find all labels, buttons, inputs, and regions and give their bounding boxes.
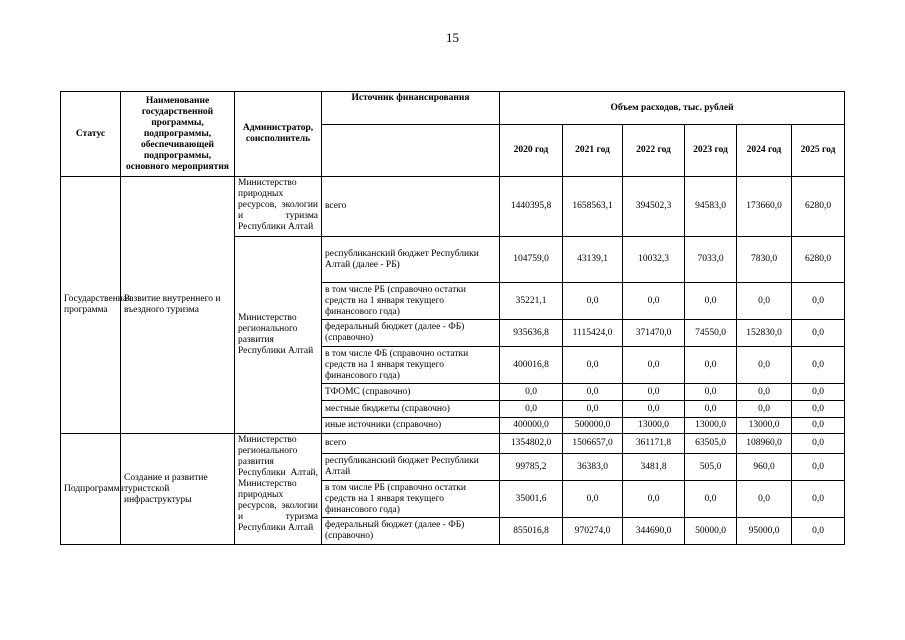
value-cell: 0,0 xyxy=(563,347,623,384)
value-cell: 0,0 xyxy=(685,401,737,418)
value-cell: 104759,0 xyxy=(500,237,563,283)
source-cell: в том числе ФБ (справочно остатки средств на 1 января текущего финансового года) xyxy=(322,347,500,384)
value-cell: 43139,1 xyxy=(563,237,623,283)
value-cell: 394502,3 xyxy=(623,177,685,237)
value-cell: 0,0 xyxy=(792,454,845,481)
value-cell: 0,0 xyxy=(792,434,845,454)
value-cell: 855016,8 xyxy=(500,518,563,545)
source-cell: республиканский бюджет Республики Алтай (далее - РБ) xyxy=(322,237,500,283)
source-cell: иные источники (справочно) xyxy=(322,418,500,434)
block2-status: Подпрограмма xyxy=(61,434,121,545)
value-cell: 99785,2 xyxy=(500,454,563,481)
value-cell: 0,0 xyxy=(792,518,845,545)
value-cell: 0,0 xyxy=(563,384,623,401)
block2-name: Создание и развитие туристской инфраструктуры xyxy=(121,434,235,545)
value-cell: 108960,0 xyxy=(737,434,792,454)
header-status: Статус xyxy=(61,92,121,177)
block1-admin2: Министерство регионального развития Республики Алтай xyxy=(235,237,322,434)
value-cell: 0,0 xyxy=(500,384,563,401)
header-volume: Объем расходов, тыс. рублей xyxy=(500,92,845,125)
value-cell: 7830,0 xyxy=(737,237,792,283)
value-cell: 400000,0 xyxy=(500,418,563,434)
value-cell: 63505,0 xyxy=(685,434,737,454)
value-cell: 0,0 xyxy=(685,384,737,401)
source-cell: федеральный бюджет (далее - ФБ) (справочно) xyxy=(322,518,500,545)
value-cell: 10032,3 xyxy=(623,237,685,283)
value-cell: 0,0 xyxy=(623,401,685,418)
header-year: 2021 год xyxy=(563,125,623,177)
source-cell: ТФОМС (справочно) xyxy=(322,384,500,401)
source-cell: республиканский бюджет Республики Алтай xyxy=(322,454,500,481)
value-cell: 3481,8 xyxy=(623,454,685,481)
source-cell: всего xyxy=(322,177,500,237)
block1-admin1: Министерство природных ресурсов, экологии и туризма Республики Алтай xyxy=(235,177,322,237)
value-cell: 0,0 xyxy=(792,320,845,347)
value-cell: 95000,0 xyxy=(737,518,792,545)
value-cell: 0,0 xyxy=(685,283,737,320)
value-cell: 371470,0 xyxy=(623,320,685,347)
value-cell: 0,0 xyxy=(500,401,563,418)
header-year: 2024 год xyxy=(737,125,792,177)
value-cell: 6280,0 xyxy=(792,237,845,283)
value-cell: 0,0 xyxy=(792,401,845,418)
value-cell: 13000,0 xyxy=(623,418,685,434)
block1-status: Государственная программа xyxy=(61,177,121,434)
value-cell: 1354802,0 xyxy=(500,434,563,454)
header-year: 2022 год xyxy=(623,125,685,177)
value-cell: 0,0 xyxy=(737,401,792,418)
value-cell: 0,0 xyxy=(737,384,792,401)
source-cell: федеральный бюджет (далее - ФБ) (справочно) xyxy=(322,320,500,347)
value-cell: 0,0 xyxy=(737,283,792,320)
value-cell: 94583,0 xyxy=(685,177,737,237)
header-source-empty xyxy=(322,125,500,177)
value-cell: 0,0 xyxy=(737,347,792,384)
value-cell: 960,0 xyxy=(737,454,792,481)
value-cell: 0,0 xyxy=(792,384,845,401)
value-cell: 13000,0 xyxy=(737,418,792,434)
header-admin: Администратор, соисполнитель xyxy=(235,92,322,177)
value-cell: 0,0 xyxy=(563,283,623,320)
value-cell: 0,0 xyxy=(737,481,792,518)
source-cell: в том числе РБ (справочно остатки средств на 1 января текущего финансового года) xyxy=(322,283,500,320)
value-cell: 7033,0 xyxy=(685,237,737,283)
value-cell: 505,0 xyxy=(685,454,737,481)
header-year: 2025 год xyxy=(792,125,845,177)
page-number: 15 xyxy=(446,30,459,45)
value-cell: 1440395,8 xyxy=(500,177,563,237)
value-cell: 50000,0 xyxy=(685,518,737,545)
source-cell: в том числе РБ (справочно остатки средств на 1 января текущего финансового года) xyxy=(322,481,500,518)
value-cell: 0,0 xyxy=(623,481,685,518)
value-cell: 0,0 xyxy=(792,418,845,434)
value-cell: 173660,0 xyxy=(737,177,792,237)
value-cell: 361171,8 xyxy=(623,434,685,454)
financing-table xyxy=(60,91,845,545)
value-cell: 1115424,0 xyxy=(563,320,623,347)
value-cell: 344690,0 xyxy=(623,518,685,545)
value-cell: 35001,6 xyxy=(500,481,563,518)
value-cell: 0,0 xyxy=(792,481,845,518)
value-cell: 13000,0 xyxy=(685,418,737,434)
value-cell: 152830,0 xyxy=(737,320,792,347)
value-cell: 500000,0 xyxy=(563,418,623,434)
value-cell: 0,0 xyxy=(623,384,685,401)
value-cell: 0,0 xyxy=(685,481,737,518)
value-cell: 74550,0 xyxy=(685,320,737,347)
value-cell: 0,0 xyxy=(792,347,845,384)
value-cell: 6280,0 xyxy=(792,177,845,237)
value-cell: 36383,0 xyxy=(563,454,623,481)
value-cell: 0,0 xyxy=(623,347,685,384)
source-cell: местные бюджеты (справочно) xyxy=(322,401,500,418)
value-cell: 0,0 xyxy=(685,347,737,384)
value-cell: 1658563,1 xyxy=(563,177,623,237)
value-cell: 0,0 xyxy=(563,481,623,518)
header-year: 2023 год xyxy=(685,125,737,177)
value-cell: 0,0 xyxy=(563,401,623,418)
header-year: 2020 год xyxy=(500,125,563,177)
block2-admin: Министерство регионального развития Республики Алтай, Министерство природных ресурсов, экологии и туризма Республики Алтай xyxy=(235,434,322,545)
value-cell: 970274,0 xyxy=(563,518,623,545)
source-cell: всего xyxy=(322,434,500,454)
value-cell: 0,0 xyxy=(623,283,685,320)
value-cell: 35221,1 xyxy=(500,283,563,320)
header-source: Источник финансирования xyxy=(322,92,500,125)
value-cell: 400016,8 xyxy=(500,347,563,384)
value-cell: 0,0 xyxy=(792,283,845,320)
header-name: Наименование государственной программы, подпрограммы, обеспечивающей подпрограммы, основного мероприятия xyxy=(121,92,235,177)
value-cell: 1506657,0 xyxy=(563,434,623,454)
value-cell: 935636,8 xyxy=(500,320,563,347)
block1-name: Развитие внутреннего и въездного туризма xyxy=(121,177,235,434)
